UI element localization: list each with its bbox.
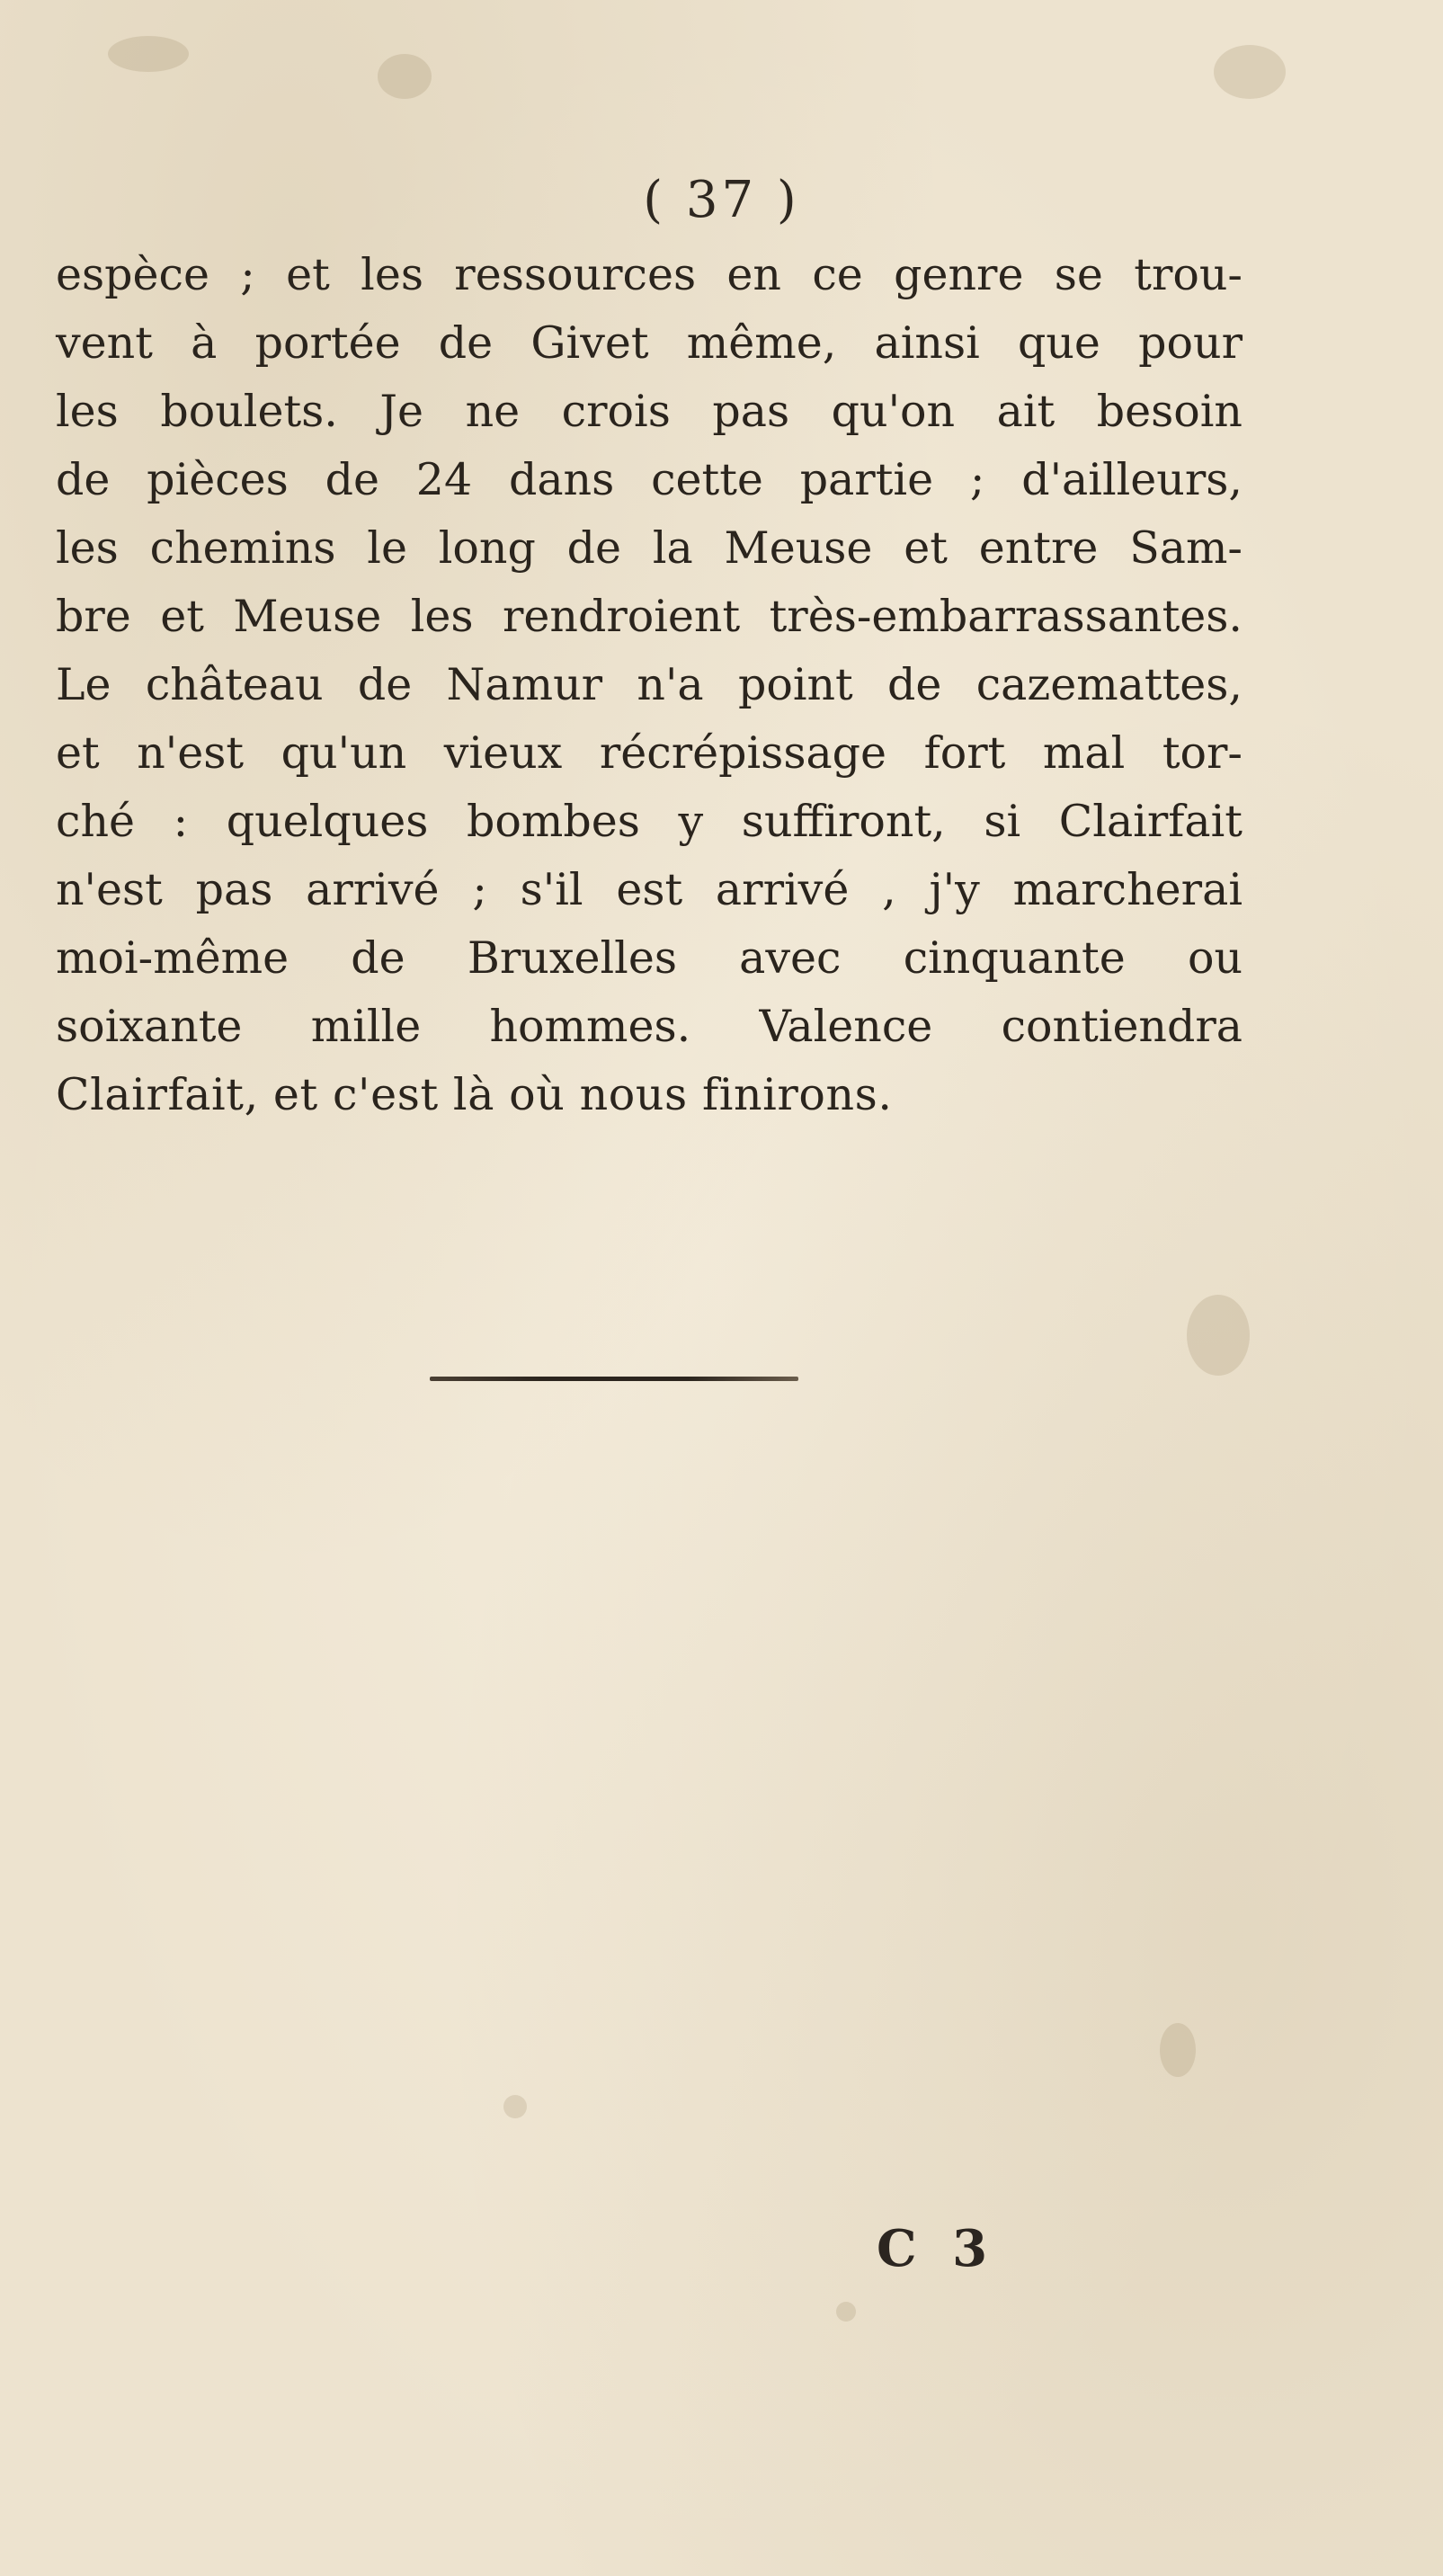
body-text: [56, 241, 1243, 1129]
paper-stain: [1214, 45, 1286, 99]
text-line: soixante mille hommes. Valence contiendra: [56, 1001, 1243, 1052]
text-line: Le château de Namur n'a point de cazemattes,: [56, 659, 1243, 710]
signature-mark: C 3: [877, 2219, 997, 2278]
paper-stain: [1187, 1295, 1250, 1376]
paper-stain: [1160, 2023, 1196, 2077]
text-line: espèce ; et les ressources en ce genre se trou-: [56, 249, 1243, 300]
paper-stain: [503, 2095, 527, 2118]
text-line: de pièces de 24 dans cette partie ; d'ailleurs,: [56, 454, 1243, 505]
text-line: moi-même de Bruxelles avec cinquante ou: [56, 932, 1243, 984]
text-line: ché : quelques bombes y suffiront, si Clairfait: [56, 796, 1243, 847]
text-line: les boulets. Je ne crois pas qu'on ait besoin: [56, 386, 1243, 437]
text-line: bre et Meuse les rendroient très-embarrassantes.: [56, 591, 1243, 642]
paper-stain: [108, 36, 189, 72]
paper-stain: [378, 54, 432, 99]
paper-stain: [836, 2302, 856, 2322]
page-number: ( 37 ): [643, 171, 800, 229]
section-divider: [430, 1377, 798, 1381]
text-line: et n'est qu'un vieux récrépissage fort mal tor-: [56, 727, 1243, 779]
text-line: Clairfait, et c'est là où nous finirons.: [56, 1069, 893, 1120]
text-line: n'est pas arrivé ; s'il est arrivé , j'y marcherai: [56, 864, 1243, 915]
text-line: les chemins le long de la Meuse et entre Sam-: [56, 522, 1243, 574]
text-line: vent à portée de Givet même, ainsi que pour: [56, 317, 1243, 369]
